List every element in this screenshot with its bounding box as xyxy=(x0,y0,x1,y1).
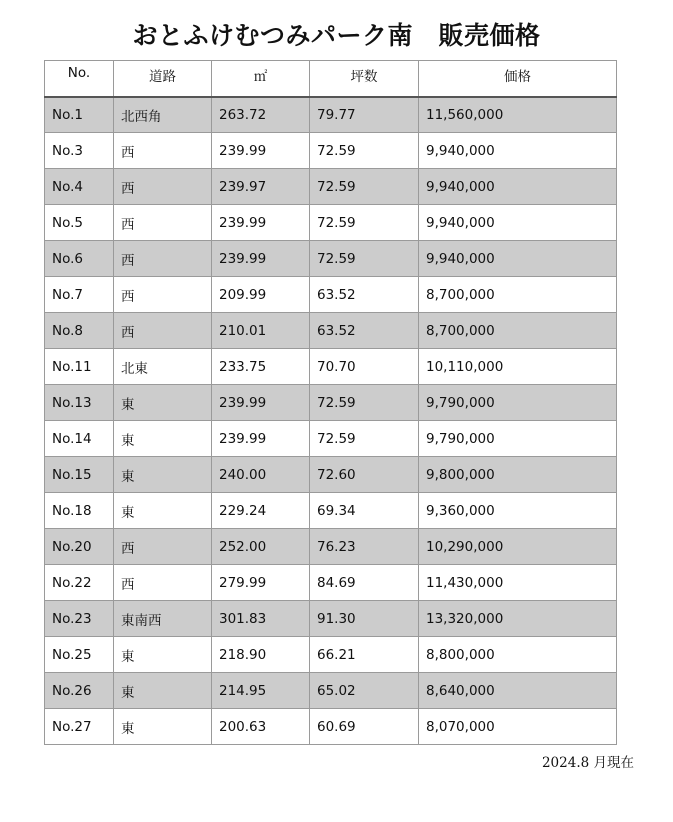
cell-road: 東 xyxy=(114,385,212,421)
table-row xyxy=(45,565,617,601)
cell-tsubo: 72.59 xyxy=(310,385,419,421)
cell-tsubo: 63.52 xyxy=(310,313,419,349)
cell-tsubo: 69.34 xyxy=(310,493,419,529)
header-no: No. xyxy=(45,61,114,97)
table-body xyxy=(45,97,617,745)
cell-price: 8,700,000 xyxy=(419,277,617,313)
cell-lot-no: No.11 xyxy=(45,349,114,385)
price-table xyxy=(44,60,617,745)
table-row xyxy=(45,313,617,349)
table-row xyxy=(45,97,617,133)
cell-road: 西 xyxy=(114,169,212,205)
cell-area-m2: 233.75 xyxy=(212,349,310,385)
cell-lot-no: No.13 xyxy=(45,385,114,421)
cell-lot-no: No.4 xyxy=(45,169,114,205)
cell-lot-no: No.26 xyxy=(45,673,114,709)
cell-price: 9,790,000 xyxy=(419,421,617,457)
cell-road: 北西角 xyxy=(114,97,212,133)
cell-road: 東南西 xyxy=(114,601,212,637)
cell-area-m2: 218.90 xyxy=(212,637,310,673)
cell-price: 9,940,000 xyxy=(419,133,617,169)
cell-price: 11,560,000 xyxy=(419,97,617,133)
cell-area-m2: 279.99 xyxy=(212,565,310,601)
header-road: 道路 xyxy=(114,61,212,97)
cell-tsubo: 72.59 xyxy=(310,169,419,205)
cell-lot-no: No.22 xyxy=(45,565,114,601)
cell-lot-no: No.6 xyxy=(45,241,114,277)
cell-road: 西 xyxy=(114,241,212,277)
cell-road: 西 xyxy=(114,277,212,313)
cell-lot-no: No.5 xyxy=(45,205,114,241)
cell-area-m2: 252.00 xyxy=(212,529,310,565)
table-row xyxy=(45,241,617,277)
cell-lot-no: No.7 xyxy=(45,277,114,313)
header-area-m2: ㎡ xyxy=(212,61,310,97)
header-price: 価格 xyxy=(419,61,617,97)
page-title: おとふけむつみパーク南 販売価格 xyxy=(132,21,541,50)
cell-area-m2: 239.99 xyxy=(212,421,310,457)
cell-lot-no: No.15 xyxy=(45,457,114,493)
cell-tsubo: 72.59 xyxy=(310,421,419,457)
table-row xyxy=(45,457,617,493)
table-row xyxy=(45,385,617,421)
cell-price: 9,360,000 xyxy=(419,493,617,529)
cell-area-m2: 229.24 xyxy=(212,493,310,529)
table-row xyxy=(45,349,617,385)
cell-lot-no: No.23 xyxy=(45,601,114,637)
cell-price: 10,110,000 xyxy=(419,349,617,385)
cell-road: 東 xyxy=(114,457,212,493)
cell-tsubo: 72.59 xyxy=(310,241,419,277)
cell-lot-no: No.8 xyxy=(45,313,114,349)
cell-area-m2: 239.97 xyxy=(212,169,310,205)
cell-tsubo: 63.52 xyxy=(310,277,419,313)
cell-area-m2: 210.01 xyxy=(212,313,310,349)
table-row xyxy=(45,169,617,205)
cell-road: 北東 xyxy=(114,349,212,385)
cell-tsubo: 84.69 xyxy=(310,565,419,601)
cell-price: 8,640,000 xyxy=(419,673,617,709)
cell-road: 西 xyxy=(114,313,212,349)
cell-road: 西 xyxy=(114,529,212,565)
table-row xyxy=(45,493,617,529)
cell-tsubo: 65.02 xyxy=(310,673,419,709)
cell-lot-no: No.14 xyxy=(45,421,114,457)
table-row xyxy=(45,529,617,565)
cell-lot-no: No.1 xyxy=(45,97,114,133)
cell-road: 東 xyxy=(114,493,212,529)
cell-price: 8,700,000 xyxy=(419,313,617,349)
cell-tsubo: 72.60 xyxy=(310,457,419,493)
table-row xyxy=(45,637,617,673)
table-row xyxy=(45,673,617,709)
cell-lot-no: No.18 xyxy=(45,493,114,529)
cell-road: 西 xyxy=(114,205,212,241)
cell-area-m2: 240.00 xyxy=(212,457,310,493)
cell-price: 9,800,000 xyxy=(419,457,617,493)
cell-area-m2: 263.72 xyxy=(212,97,310,133)
cell-price: 8,800,000 xyxy=(419,637,617,673)
table-row xyxy=(45,205,617,241)
cell-tsubo: 72.59 xyxy=(310,205,419,241)
table-row xyxy=(45,601,617,637)
cell-area-m2: 209.99 xyxy=(212,277,310,313)
cell-road: 東 xyxy=(114,421,212,457)
cell-road: 西 xyxy=(114,565,212,601)
table-row xyxy=(45,421,617,457)
cell-price: 10,290,000 xyxy=(419,529,617,565)
cell-road: 東 xyxy=(114,637,212,673)
cell-area-m2: 200.63 xyxy=(212,709,310,745)
cell-tsubo: 60.69 xyxy=(310,709,419,745)
cell-tsubo: 72.59 xyxy=(310,133,419,169)
cell-price: 9,790,000 xyxy=(419,385,617,421)
cell-tsubo: 79.77 xyxy=(310,97,419,133)
cell-tsubo: 66.21 xyxy=(310,637,419,673)
cell-price: 9,940,000 xyxy=(419,241,617,277)
cell-lot-no: No.3 xyxy=(45,133,114,169)
cell-price: 11,430,000 xyxy=(419,565,617,601)
cell-price: 9,940,000 xyxy=(419,169,617,205)
date-note: 2024.8 月現在 xyxy=(541,755,634,771)
table-row xyxy=(45,709,617,745)
cell-lot-no: No.27 xyxy=(45,709,114,745)
cell-area-m2: 301.83 xyxy=(212,601,310,637)
cell-area-m2: 239.99 xyxy=(212,133,310,169)
cell-lot-no: No.25 xyxy=(45,637,114,673)
table-row xyxy=(45,133,617,169)
cell-area-m2: 239.99 xyxy=(212,205,310,241)
cell-lot-no: No.20 xyxy=(45,529,114,565)
cell-tsubo: 76.23 xyxy=(310,529,419,565)
table-header-row xyxy=(45,61,617,97)
cell-price: 9,940,000 xyxy=(419,205,617,241)
cell-road: 東 xyxy=(114,709,212,745)
cell-tsubo: 91.30 xyxy=(310,601,419,637)
cell-price: 13,320,000 xyxy=(419,601,617,637)
cell-area-m2: 239.99 xyxy=(212,385,310,421)
cell-tsubo: 70.70 xyxy=(310,349,419,385)
table-row xyxy=(45,277,617,313)
cell-area-m2: 239.99 xyxy=(212,241,310,277)
cell-road: 西 xyxy=(114,133,212,169)
cell-area-m2: 214.95 xyxy=(212,673,310,709)
cell-road: 東 xyxy=(114,673,212,709)
header-tsubo: 坪数 xyxy=(310,61,419,97)
cell-price: 8,070,000 xyxy=(419,709,617,745)
